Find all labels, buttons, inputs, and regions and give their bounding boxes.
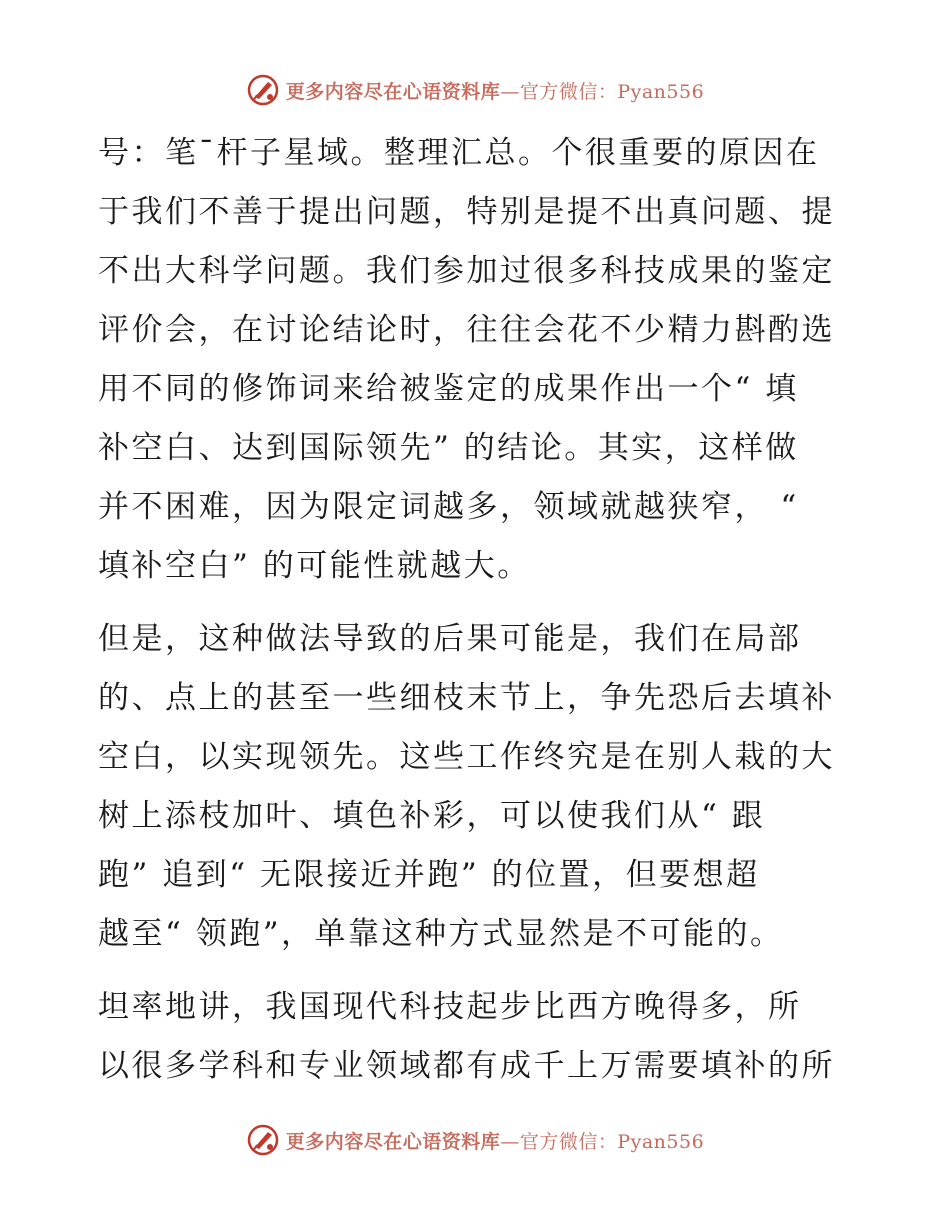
paragraph <box>98 610 858 964</box>
text-line: 于我们不善于提出问题，特别是提不出真问题、提 <box>98 194 835 230</box>
paragraph <box>98 124 858 596</box>
text-line: 评价会，在讨论结论时，往往会花不少精力斟酌选 <box>98 312 835 348</box>
text-line: 并不困难，因为限定词越多，领域就越狭窄， “ <box>98 489 799 525</box>
text-line: 越至“ 领跑”，单靠这种方式显然是不可能的。 <box>98 916 784 952</box>
text-line: 空白，以实现领先。这些工作终究是在别人栽的大 <box>98 739 835 775</box>
banner-dash: — <box>500 1130 520 1153</box>
text-line: 但是，这种做法导致的后果可能是，我们在局部 <box>98 621 802 657</box>
banner-wechat-id: Pyan556 <box>617 80 705 103</box>
text-line: 跑” 追到“ 无限接近并跑” 的位置，但要想超 <box>98 857 760 893</box>
text-line: 以很多学科和专业领域都有成千上万需要填补的所 <box>98 1048 835 1084</box>
document-body <box>98 124 858 1096</box>
text-line: 树上添枝加叶、填色补彩，可以使我们从“ 跟 <box>98 798 766 834</box>
banner-wechat-label: 官方微信： <box>519 1130 618 1153</box>
banner-main-text: 更多内容尽在心语资料库 <box>285 1130 501 1153</box>
text-line: 用不同的修饰词来给被鉴定的成果作出一个“ 填 <box>98 371 799 407</box>
banner-wechat-id: Pyan556 <box>617 1130 705 1153</box>
quill-logo-icon <box>246 1123 280 1157</box>
text-line: 填补空白” 的可能性就越大。 <box>98 548 531 584</box>
quill-logo-icon <box>246 73 280 107</box>
text-line: 坦率地讲，我国现代科技起步比西方晚得多，所 <box>98 989 802 1025</box>
header-banner <box>0 70 950 110</box>
banner-text <box>286 1127 704 1154</box>
text-line: 不出大科学问题。我们参加过很多科技成果的鉴定 <box>98 253 835 289</box>
text-line: 补空白、达到国际领先” 的结论。其实，这样做 <box>98 430 799 466</box>
banner-main-text: 更多内容尽在心语资料库 <box>285 80 501 103</box>
banner-wechat-label: 官方微信： <box>519 80 618 103</box>
banner-text <box>286 77 704 104</box>
banner-dash: — <box>500 80 520 103</box>
text-line: 号：笔¯杆子星域。整理汇总。个很重要的原因在 <box>98 135 820 171</box>
paragraph <box>98 978 858 1096</box>
text-line: 的、点上的甚至一些细枝末节上，争先恐后去填补 <box>98 680 835 716</box>
footer-banner <box>0 1120 950 1160</box>
